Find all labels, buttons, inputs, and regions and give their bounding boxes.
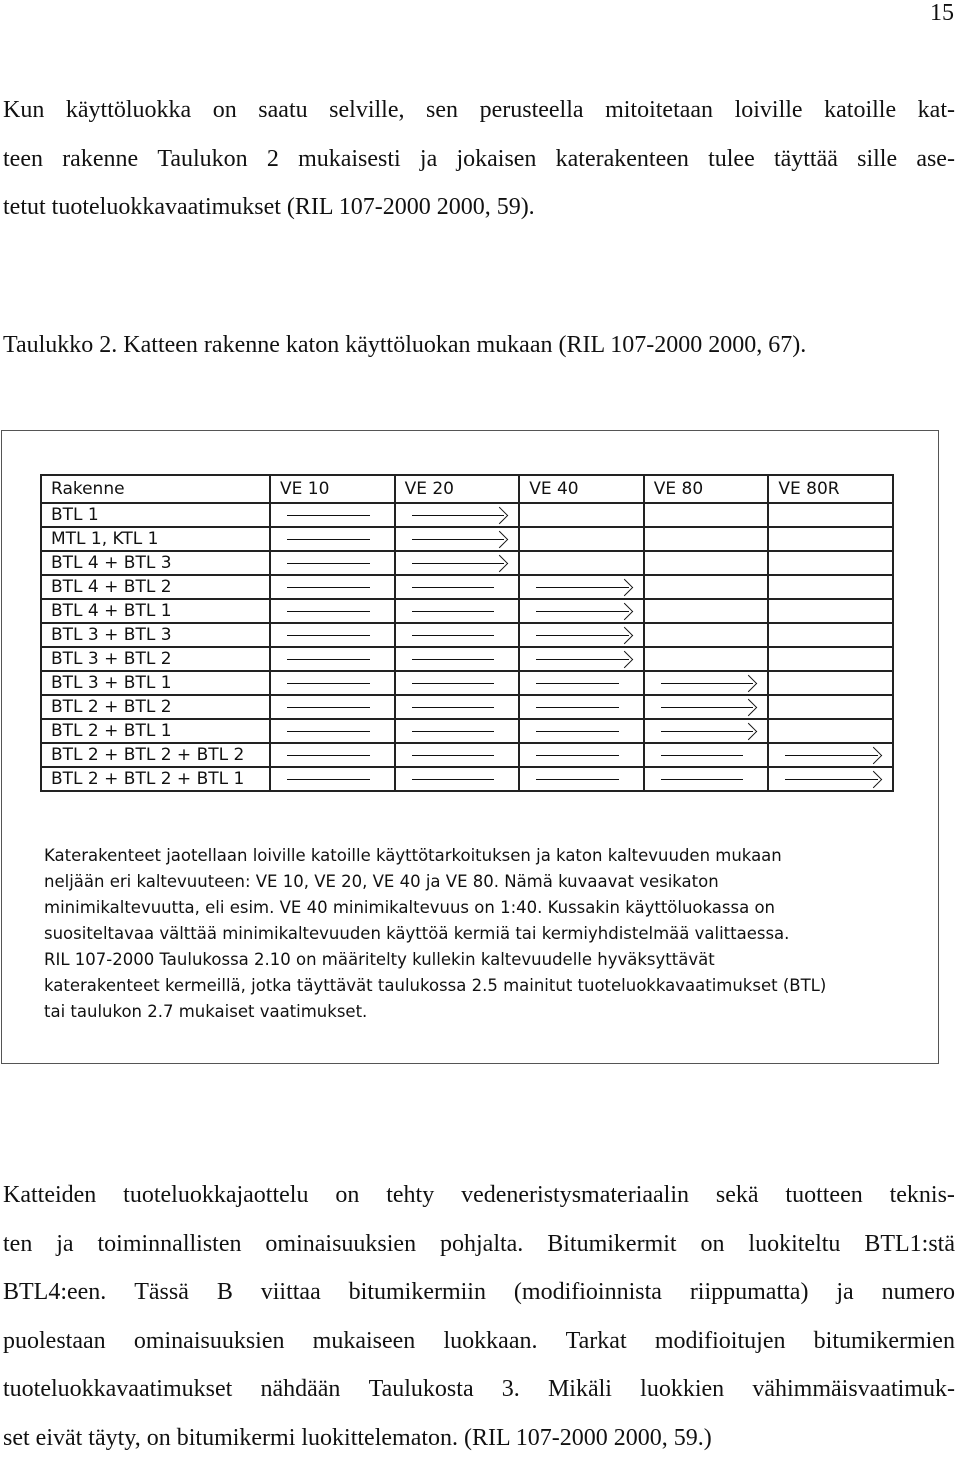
slope-cell <box>270 575 395 599</box>
body-word: Mikäli <box>548 1365 612 1414</box>
table-row <box>41 599 893 623</box>
arrow-right-icon <box>661 683 754 684</box>
body-line-6: set eivät täyty, on bitumikermi luokittelematon. (RIL 107-2000 2000, 59.) <box>3 1414 955 1462</box>
body-paragraph <box>3 1171 955 1462</box>
table-figure <box>1 430 939 1064</box>
note-line: neljään eri kaltevuuteen: VE 10, VE 20, VE 40 ja VE 80. Nämä kuvaavat vesikaton <box>44 869 924 895</box>
body-word: Bitumikermit <box>547 1220 676 1269</box>
body-word: sekä <box>716 1171 759 1220</box>
figure-note <box>44 843 924 1025</box>
body-word: B <box>217 1268 233 1317</box>
allowed-line-mark <box>412 611 495 612</box>
body-word: Taulukosta <box>369 1365 474 1414</box>
arrow-right-icon <box>412 563 505 564</box>
slope-cell <box>270 623 395 647</box>
slope-cell <box>519 503 644 527</box>
intro-word: selville, <box>329 86 404 135</box>
body-line-3 <box>3 1268 955 1317</box>
slope-cell <box>768 551 893 575</box>
note-line: tai taulukon 2.7 mukaiset vaatimukset. <box>44 999 924 1025</box>
body-word: Tässä <box>134 1268 189 1317</box>
slope-cell <box>519 575 644 599</box>
column-header: VE 10 <box>270 475 395 503</box>
body-line-5 <box>3 1365 955 1414</box>
arrow-right-icon <box>785 755 878 756</box>
arrow-right-icon <box>536 587 629 588</box>
body-line-1 <box>3 1171 955 1220</box>
column-header: VE 80 <box>644 475 769 503</box>
slope-cell <box>768 599 893 623</box>
slope-cell <box>270 743 395 767</box>
intro-word: perusteella <box>480 86 584 135</box>
arrow-right-icon <box>661 707 754 708</box>
allowed-line-mark <box>287 659 370 660</box>
row-label: MTL 1, KTL 1 <box>41 527 270 551</box>
intro-word: mukaisesti <box>298 135 401 184</box>
row-label: BTL 4 + BTL 2 <box>41 575 270 599</box>
slope-cell <box>519 551 644 575</box>
body-word: ominaisuuksien <box>134 1317 285 1366</box>
intro-word: käyttöluokka <box>66 86 191 135</box>
allowed-line-mark <box>412 635 495 636</box>
slope-cell <box>644 599 769 623</box>
body-word: puolestaan <box>3 1317 106 1366</box>
table-row <box>41 647 893 671</box>
row-label: BTL 2 + BTL 1 <box>41 719 270 743</box>
allowed-line-mark <box>287 611 370 612</box>
allowed-line-mark <box>536 755 619 756</box>
allowed-line-mark <box>412 683 495 684</box>
allowed-line-mark <box>287 683 370 684</box>
table-row <box>41 575 893 599</box>
note-line: Katerakenteet jaotellaan loiville katoille käyttötarkoituksen ja katon kaltevuuden mukaan <box>44 843 924 869</box>
allowed-line-mark <box>287 731 370 732</box>
intro-word: saatu <box>258 86 307 135</box>
slope-cell <box>768 671 893 695</box>
intro-word: 2 <box>267 135 279 184</box>
slope-cell <box>644 671 769 695</box>
intro-word: katoille <box>824 86 896 135</box>
slope-cell <box>519 623 644 647</box>
body-word: luokiteltu <box>748 1220 840 1269</box>
body-line-2 <box>3 1220 955 1269</box>
body-word: teknis- <box>890 1171 955 1220</box>
allowed-line-mark <box>661 755 744 756</box>
slope-cell <box>768 503 893 527</box>
allowed-line-mark <box>287 635 370 636</box>
column-header: VE 80R <box>768 475 893 503</box>
note-line: RIL 107-2000 Taulukossa 2.10 on määritelty kullekin kaltevuudelle hyväksyttävät <box>44 947 924 973</box>
slope-cell <box>519 527 644 551</box>
slope-cell <box>768 623 893 647</box>
arrow-right-icon <box>536 635 629 636</box>
intro-word: on <box>213 86 237 135</box>
column-header: VE 40 <box>519 475 644 503</box>
intro-word: tulee <box>708 135 755 184</box>
table-row <box>41 743 893 767</box>
table-row <box>41 503 893 527</box>
table-row <box>41 527 893 551</box>
body-line-4 <box>3 1317 955 1366</box>
note-line: katerakenteet kermeillä, jotka täyttävät taulukossa 2.5 mainitut tuoteluokkavaatimukset (BTL) <box>44 973 924 999</box>
table-caption: Taulukko 2. Katteen rakenne katon käyttöluokan mukaan (RIL 107-2000 2000, 67). <box>3 332 806 359</box>
body-word: vähimmäisvaatimuk- <box>752 1365 955 1414</box>
slope-cell <box>395 623 520 647</box>
slope-cell <box>395 503 520 527</box>
slope-cell <box>519 719 644 743</box>
intro-paragraph <box>3 86 955 232</box>
slope-cell <box>768 695 893 719</box>
slope-cell <box>644 743 769 767</box>
allowed-line-mark <box>536 683 619 684</box>
allowed-line-mark <box>287 539 370 540</box>
slope-cell <box>270 767 395 791</box>
intro-word: Taulukon <box>157 135 247 184</box>
arrow-right-icon <box>661 731 754 732</box>
page-number: 15 <box>930 0 954 27</box>
body-word: BTL1:stä <box>864 1220 955 1269</box>
intro-word: teen <box>3 135 43 184</box>
allowed-line-mark <box>412 659 495 660</box>
slope-cell <box>270 695 395 719</box>
slope-cell <box>519 767 644 791</box>
slope-cell <box>270 527 395 551</box>
body-word: pohjalta. <box>440 1220 523 1269</box>
intro-word: Kun <box>3 86 44 135</box>
allowed-line-mark <box>287 515 370 516</box>
slope-cell <box>644 719 769 743</box>
column-header: VE 20 <box>395 475 520 503</box>
row-label: BTL 4 + BTL 1 <box>41 599 270 623</box>
slope-cell <box>395 671 520 695</box>
arrow-right-icon <box>536 659 629 660</box>
body-word: modifioitujen <box>655 1317 786 1366</box>
allowed-line-mark <box>287 779 370 780</box>
slope-cell <box>644 551 769 575</box>
intro-word: kat- <box>918 86 955 135</box>
allowed-line-mark <box>536 707 619 708</box>
allowed-line-mark <box>287 755 370 756</box>
slope-cell <box>395 743 520 767</box>
body-word: tuoteluokkajaottelu <box>123 1171 308 1220</box>
row-label: BTL 3 + BTL 2 <box>41 647 270 671</box>
body-word: Katteiden <box>3 1171 96 1220</box>
slope-cell <box>768 575 893 599</box>
body-word: tuoteluokkavaatimukset <box>3 1365 232 1414</box>
body-word: bitumikermien <box>814 1317 955 1366</box>
slope-cell <box>270 719 395 743</box>
slope-cell <box>768 647 893 671</box>
body-word: tehty <box>386 1171 434 1220</box>
slope-cell <box>270 647 395 671</box>
body-word: ja <box>56 1220 73 1269</box>
slope-cell <box>519 647 644 671</box>
body-word: ten <box>3 1220 32 1269</box>
slope-cell <box>644 503 769 527</box>
arrow-right-icon <box>785 779 878 780</box>
body-word: riippumatta) <box>690 1268 809 1317</box>
body-word: vedeneristysmateriaalin <box>461 1171 689 1220</box>
body-word: on <box>700 1220 724 1269</box>
table-row <box>41 695 893 719</box>
allowed-line-mark <box>287 563 370 564</box>
allowed-line-mark <box>661 779 744 780</box>
body-word: luokkien <box>640 1365 724 1414</box>
slope-cell <box>395 527 520 551</box>
allowed-line-mark <box>412 587 495 588</box>
row-label: BTL 3 + BTL 1 <box>41 671 270 695</box>
slope-cell <box>644 527 769 551</box>
slope-cell <box>768 719 893 743</box>
intro-word: täyttää <box>774 135 838 184</box>
intro-word: jokaisen <box>456 135 536 184</box>
intro-word: mitoitetaan <box>605 86 713 135</box>
slope-cell <box>395 767 520 791</box>
slope-cell <box>395 719 520 743</box>
slope-cell <box>768 743 893 767</box>
table-row <box>41 719 893 743</box>
allowed-line-mark <box>412 731 495 732</box>
slope-cell <box>395 575 520 599</box>
intro-line-2 <box>3 135 955 184</box>
intro-line-3: tetut tuoteluokkavaatimukset (RIL 107-2000 2000, 59). <box>3 183 955 232</box>
slope-cell <box>768 527 893 551</box>
table-row <box>41 623 893 647</box>
body-word: bitumikermiin <box>349 1268 486 1317</box>
slope-cell <box>519 671 644 695</box>
column-header: Rakenne <box>41 475 270 503</box>
slope-cell <box>644 575 769 599</box>
slope-cell <box>270 671 395 695</box>
slope-cell <box>768 767 893 791</box>
table-body <box>41 503 893 791</box>
slope-cell <box>395 647 520 671</box>
allowed-line-mark <box>287 587 370 588</box>
note-line: minimikaltevuutta, eli esim. VE 40 minimikaltevuus on 1:40. Kussakin käyttöluokassa on <box>44 895 924 921</box>
allowed-line-mark <box>287 707 370 708</box>
table-row <box>41 671 893 695</box>
slope-cell <box>270 599 395 623</box>
body-word: numero <box>882 1268 955 1317</box>
structure-table <box>40 474 894 792</box>
intro-word: ase- <box>916 135 955 184</box>
table-row <box>41 551 893 575</box>
intro-word: sille <box>857 135 897 184</box>
body-word: on <box>335 1171 359 1220</box>
body-word: Tarkat <box>566 1317 627 1366</box>
note-line: suositeltavaa välttää minimikaltevuuden käyttöä kermiä tai kermiyhdistelmää valittaessa. <box>44 921 924 947</box>
body-word: viittaa <box>261 1268 321 1317</box>
slope-cell <box>270 503 395 527</box>
body-word: (modifioinnista <box>514 1268 662 1317</box>
slope-cell <box>644 623 769 647</box>
intro-word: sen <box>426 86 458 135</box>
arrow-right-icon <box>536 611 629 612</box>
row-label: BTL 1 <box>41 503 270 527</box>
slope-cell <box>395 695 520 719</box>
body-word: mukaiseen <box>313 1317 416 1366</box>
intro-word: katerakenteen <box>556 135 689 184</box>
slope-cell <box>644 767 769 791</box>
arrow-right-icon <box>412 515 505 516</box>
row-label: BTL 4 + BTL 3 <box>41 551 270 575</box>
row-label: BTL 3 + BTL 3 <box>41 623 270 647</box>
body-word: ominaisuuksien <box>265 1220 416 1269</box>
allowed-line-mark <box>536 731 619 732</box>
intro-word: rakenne <box>62 135 138 184</box>
intro-word: loiville <box>735 86 803 135</box>
slope-cell <box>519 695 644 719</box>
row-label: BTL 2 + BTL 2 + BTL 2 <box>41 743 270 767</box>
allowed-line-mark <box>412 707 495 708</box>
slope-cell <box>519 599 644 623</box>
body-word: nähdään <box>260 1365 340 1414</box>
table-header-row <box>41 475 893 503</box>
row-label: BTL 2 + BTL 2 <box>41 695 270 719</box>
slope-cell <box>395 599 520 623</box>
body-word: ja <box>836 1268 853 1317</box>
intro-word: ja <box>420 135 437 184</box>
intro-line-1 <box>3 86 955 135</box>
slope-cell <box>644 647 769 671</box>
body-word: 3. <box>502 1365 520 1414</box>
body-word: BTL4:een. <box>3 1268 106 1317</box>
allowed-line-mark <box>412 755 495 756</box>
slope-cell <box>644 695 769 719</box>
slope-cell <box>519 743 644 767</box>
arrow-right-icon <box>412 539 505 540</box>
table-row <box>41 767 893 791</box>
body-word: tuotteen <box>785 1171 862 1220</box>
slope-cell <box>270 551 395 575</box>
body-word: toiminnallisten <box>98 1220 242 1269</box>
row-label: BTL 2 + BTL 2 + BTL 1 <box>41 767 270 791</box>
slope-cell <box>395 551 520 575</box>
allowed-line-mark <box>536 779 619 780</box>
body-word: luokkaan. <box>444 1317 538 1366</box>
allowed-line-mark <box>412 779 495 780</box>
